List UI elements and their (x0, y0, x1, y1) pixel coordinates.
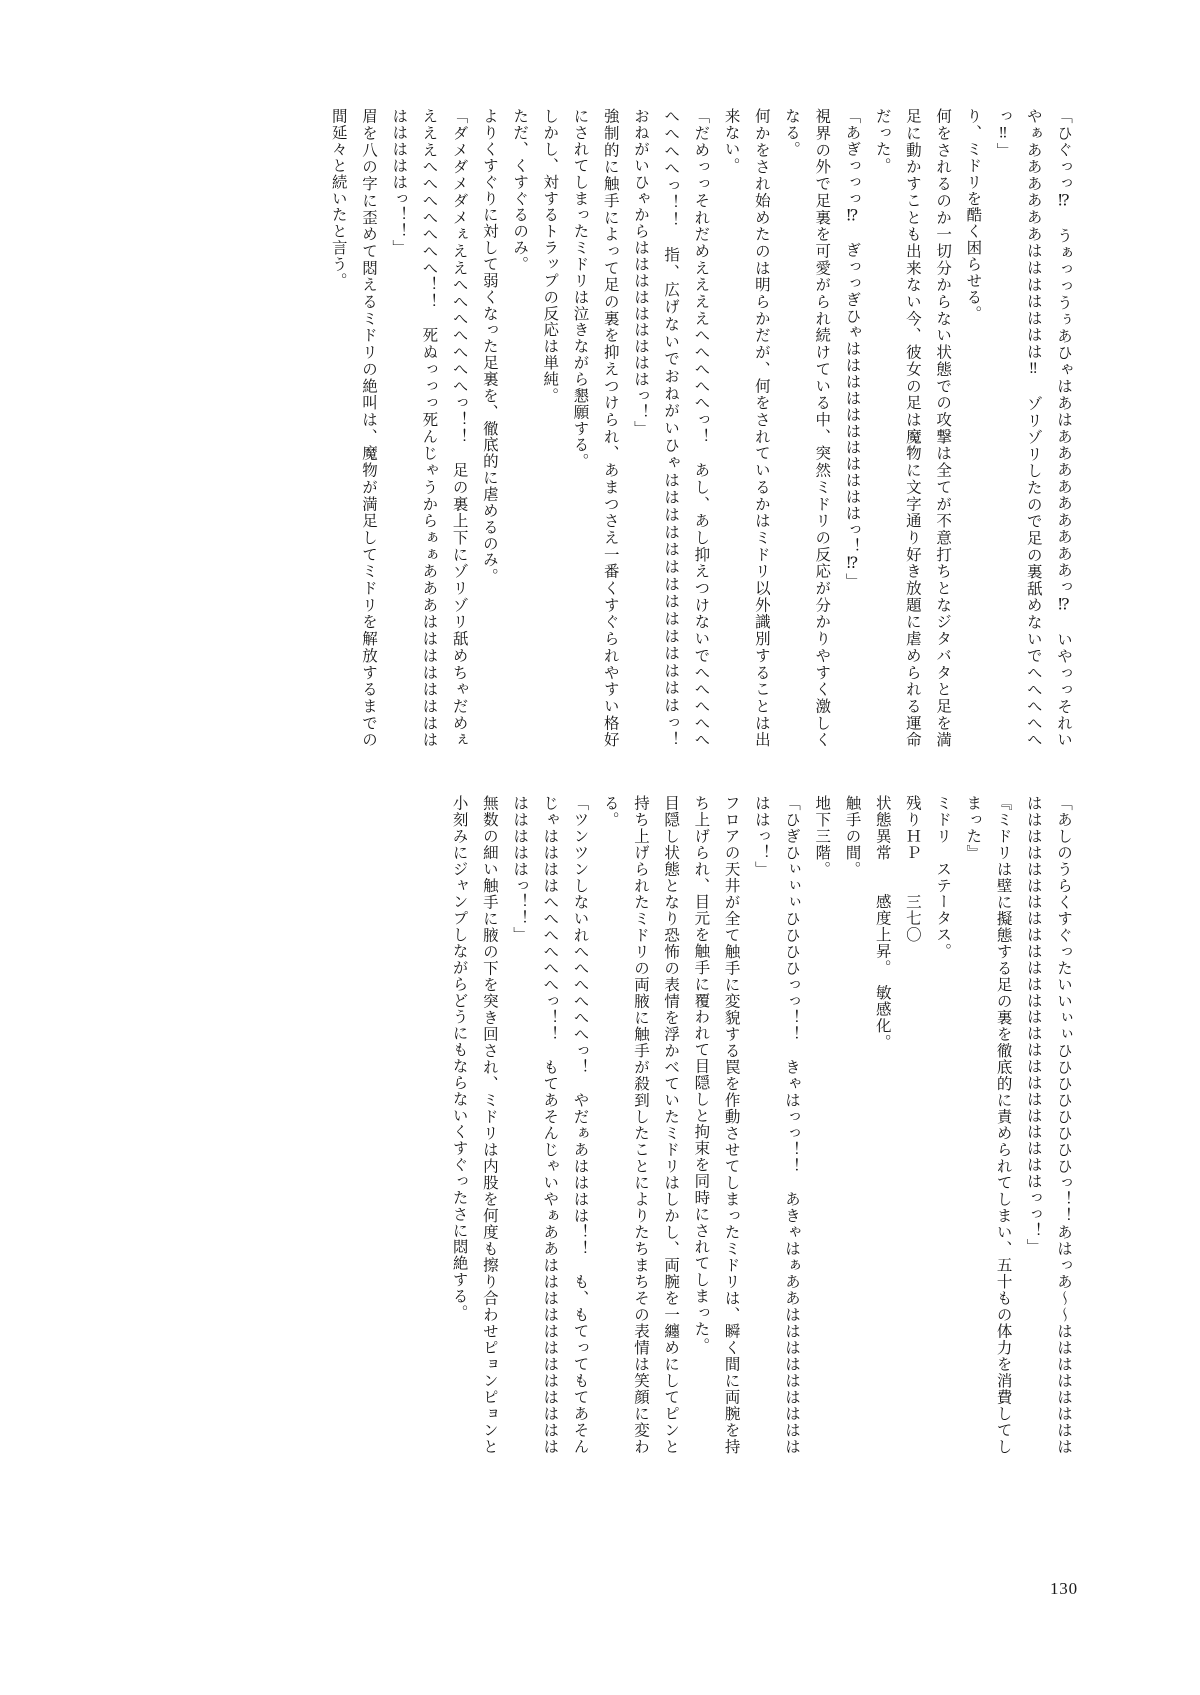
paragraph: 「ツンツンしないれへへへへへへっ！ やだぁあはははは！！ も、もてってもてあそんじゃははははへへへへへへっ！！ もてあそんじゃいやぁああはははははははははははははははははっ！！」 (511, 795, 589, 1455)
paragraph: 状態異常 感度上昇。 敏感化。 (873, 795, 891, 1051)
paragraph: り、ミドリを酷く困らせる。 (964, 108, 982, 322)
paragraph: 「だめっっそれだめええええへへへへへっ！ あし、あし抑えつけないでへへへへへへへへへっ！！ 指、広げないでおねがいひゃははははははははははははははっ！ おねがいひゃからはははははははははっ！」 (631, 108, 710, 765)
top-text-column (329, 108, 1078, 765)
paragraph: フロアの天井が全て触手に変貌する罠を作動させてしまったミドリは、瞬く間に両腕を持ち上げられ、目元を触手に覆われて目隠しと拘束を同時にされてしまった。 (692, 795, 740, 1455)
paragraph: 「あぎっっっ⁉ ぎっっぎひゃはははははははははははっ！⁉」 (843, 108, 861, 590)
paragraph: 目隠し状態となり恐怖の表情を浮かべていたミドリはしかし、両腕を一纏めにしてピンと持ち上げられたミドリの両腋に触手が殺到したことによりたちまちその表情は笑顔に変わる。 (601, 795, 680, 1455)
paragraph: 眉を八の字に歪めて悶えるミドリの絶叫は、魔物が満足してミドリを解放するまでの間延々と続いたと言う。 (329, 108, 377, 748)
paragraph: 「ダメダメダメぇええへへへへへへへっ！！ 足の裏上下にゾリゾリ舐めちゃだめぇえええへへへへへへへ！！ 死ぬっっっ死んじゃうからぁぁあああはははははははははははははっ！！」 (390, 108, 468, 748)
paragraph: 無数の細い触手に腋の下を突き回され、ミドリは内股を何度も擦り合わせピョンピョンと小刻みにジャンプしながらどうにもならないくすぐったさに悶絶する。 (450, 795, 498, 1455)
paragraph: 視界の外で足裏を可愛がられ続けている中、突然ミドリの反応が分かりやすく激しくなる。 (783, 108, 831, 748)
paragraph: 触手の間。 (843, 795, 861, 878)
paragraph: ミドリ ステータス。 (934, 795, 952, 960)
paragraph: よりくすぐりに対して弱くなった足裏を、徹底的に虐めるのみ。 (480, 108, 498, 585)
bottom-text-column (288, 795, 1078, 1455)
paragraph: ただ、くすぐるのみ。 (511, 108, 529, 273)
paragraph: 「あしのうらくすぐったいいぃぃひひひひひひひひっ！！あはっあ～～ははははははははははははははははははははははははははははははははっっ！」 (1024, 795, 1072, 1455)
paragraph: 『ミドリは壁に擬態する足の裏を徹底的に責められてしまい、五十もの体力を消費してしまった』 (964, 795, 1012, 1455)
paragraph: 何かをされ始めたのは明らかだが、何をされているかはミドリ以外識別することは出来ない。 (722, 108, 770, 748)
paragraph: 残りＨＰ 三七〇 (903, 795, 921, 943)
page-number: 130 (1049, 1579, 1078, 1598)
paragraph: 「ひぎひぃぃぃひひひひっっ！！ きゃはっっ！！ あきゃはぁああはははははははははははっ！」 (752, 795, 801, 1455)
paragraph: 地下三階。 (813, 795, 831, 878)
paragraph: 何をされるのか一切分からない状態での攻撃は全てが不意打ちとなジタバタと足を満足に動かすことも出来ない今、彼女の足は魔物に文字通り好き放題に虐められる運命だった。 (873, 108, 952, 748)
paragraph: 「ひぐっっ⁉ うぁっっうぅあひゃはあはあああああああああっ⁉ いやっっそれいやぁああああああははははははは‼ ゾリゾリしたので足の裏舐めないでへへへへへっ‼」 (994, 108, 1072, 748)
paragraph: しかし、対するトラップの反応は単純。 (541, 108, 559, 404)
paragraph: 強制的に触手によって足の裏を抑えつけられ、あまつさえ一番くすぐられやすい格好にされてしまったミドリは泣きながら懇願する。 (571, 108, 619, 748)
